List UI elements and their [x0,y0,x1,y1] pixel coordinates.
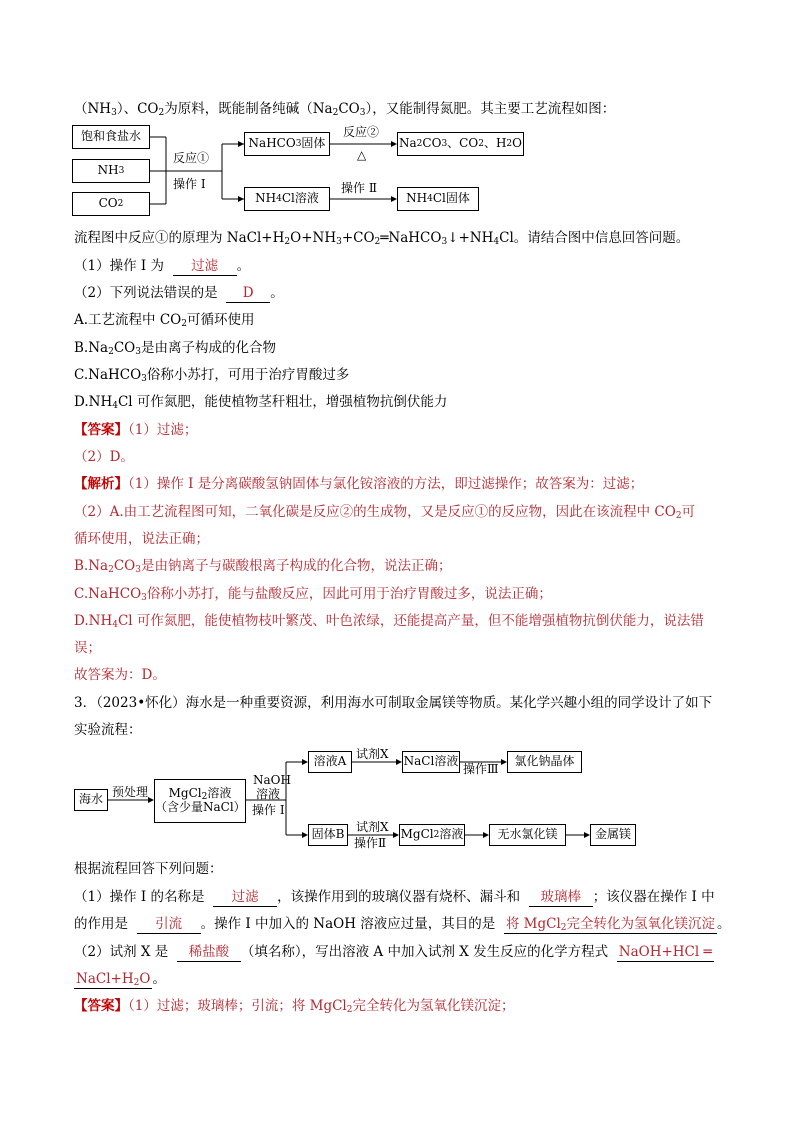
analysis-line-3: 循环使用，说法正确； [74,531,209,547]
analysis-line-2: （2）A.由工艺流程图可知，二氧化碳是反应②的生成物，又是反应①的反应物，因此在该流程中 $CO_2$可 [74,504,696,521]
box-products: Na 2 CO 3 、CO 2 、H 2 O [397,132,524,156]
intro-line: $(NH_3)$、$CO_2$为原料，既能制备纯碱$(Na_2CO_3)$，又能制得氮肥。其主要工艺流程如图： [74,101,616,118]
q3-title-line-1: 3．（2023•怀化）海水是一种重要资源，利用海水可制取金属镁等物质。某化学兴趣小组的同学设计了如下 [74,695,713,711]
q3-title-line-2: 实验流程： [74,722,142,738]
answer-blank: 玻璃棒 [529,888,593,907]
box-seawater: 海水 [74,789,108,811]
label-reaction1: 反应① [173,151,210,165]
q3-question-2b: $NaCl+H_2O$ 。 [76,971,166,988]
answer-blank: NaOH+HCl ═ [618,944,712,960]
option-c: C.NaHCO$_3$俗称小苏打，可用于治疗胃酸过多 [74,367,350,384]
label-heat: △ [357,148,367,162]
reaction-principle: 流程图中反应①的原理为 $NaCl+H_2O+NH_3+CO_2═NaHCO_3↓+NH_4Cl$。请结合图中信息回答问题。 [74,230,690,247]
box-solution-a: 溶液A [308,751,352,773]
box-nh4cl-solution: NH 4 Cl溶液 [244,187,330,211]
label-operation2: 操作Ⅱ [354,836,387,850]
q3-answer: 【答案】（1）过滤；玻璃棒；引流；将 MgCl$_2$完全转化为氢氧化镁沉淀； [74,998,515,1015]
analysis-line-c: C.NaHCO$_3$俗称小苏打，能与盐酸反应，因此可用于治疗胃酸过多，说法正确； [74,586,552,603]
box-nh4cl-solid: NH 4 Cl固体 [397,187,479,211]
answer-line-2: （2）D。 [74,449,134,465]
answer-tag: 【答案】 [74,422,128,438]
answer-blank: 引流 [137,915,201,934]
answer-blank: 稀盐酸 [177,943,241,962]
label-reagent-x-1: 试剂X [356,747,389,761]
q3-question-1a: （1）操作 I 的名称是 过滤 ，该操作用到的玻璃仪器有烧杯、漏斗和 玻璃棒 ；该仪器在操作 I 中 [74,889,715,905]
q3-prompt: 根据流程回答下列问题： [74,861,223,877]
box-co2: CO 2 [72,192,150,216]
label-naoh: NaOH [253,773,291,787]
answer-blank: 过滤 [173,257,237,276]
answer-blank: D [226,284,270,303]
label-reagent-x-2: 试剂X [356,820,389,834]
box-nh3: NH 3 [72,159,150,183]
box-nacl-crystal: 氯化钠晶体 [507,751,582,773]
label-operation2: 操作 Ⅱ [341,181,377,195]
q3-question-2a: （2）试剂 X 是 稀盐酸 （填名称），写出溶液 A 中加入试剂 X 发生反应的化学方程式 NaOH+HCl ═ [74,944,712,960]
label-operation1: 操作 I [252,803,285,817]
analysis-conclusion: 故答案为：D。 [74,667,166,683]
label-reaction2: 反应② [343,125,380,139]
box-mgcl2-solution: MgCl$_2$溶液 （含少量NaCl） [154,779,246,823]
box-solid-b: 固体B [308,824,348,846]
option-a: A.工艺流程中 $CO_2$可循环使用 [74,312,255,329]
box-brine: 饱和食盐水 [72,125,150,149]
analysis-line-b: $B.Na_2CO_3$是由钠离子与碳酸根离子构成的化合物，说法正确； [74,558,452,575]
box-anhydrous-mgcl2: 无水氯化镁 [489,824,566,846]
answer-tag: 【答案】 [74,998,128,1014]
question-1: （1）操作 I 为 过滤 。 [74,258,251,274]
mgcl2-note: （含少量NaCl） [155,800,246,814]
analysis-tag: 【解析】 [74,476,128,492]
option-b: $B.Na_2CO_3$是由离子构成的化合物 [74,340,276,357]
box-nahco3-solid: NaHCO 3 固体 [244,132,330,156]
q3-question-1b: 的作用是 引流 。操作 I 中加入的 NaOH 溶液应过量，其目的是 将 MgCl$_2$完全转化为氢氧化镁沉淀 。 [74,916,731,933]
label-pretreatment: 预处理 [112,785,149,799]
analysis-line-d: $D.NH_4Cl$ 可作氮肥，能使植物枝叶繁茂、叶色浓绿，还能提高产量，但不能增强植物抗倒伏能力，说法错 [74,613,704,630]
label-naoh-solution: 溶液 [256,787,281,801]
answer-blank: 过滤 [213,888,277,907]
label-operation3: 操作Ⅲ [463,762,499,776]
analysis-line-d2: 误； [74,640,101,656]
box-magnesium-metal: 金属镁 [590,824,636,846]
question-2: （2）下列说法错误的是 D 。 [74,285,284,301]
answer-blank: 将 MgCl$_2$完全转化为氢氧化镁沉淀 [505,916,716,933]
box-mgcl2-solution-2: MgCl 2 溶液 [399,824,465,846]
answer-blank: $NaCl+H_2O$ [76,971,151,988]
option-d: $D.NH_4Cl$ 可作氮肥，能使植物茎秆粗壮，增强植物抗倒伏能力 [74,394,448,411]
label-operation1: 操作 I [173,177,206,191]
answer-block: 【答案】（1）过滤； [74,422,198,438]
analysis-line-1: 【解析】（1）操作 I 是分离碳酸氢钠固体与氯化铵溶液的方法，即过滤操作；故答案为：过滤； [74,476,644,492]
box-nacl-solution: NaCl溶液 [402,751,460,773]
